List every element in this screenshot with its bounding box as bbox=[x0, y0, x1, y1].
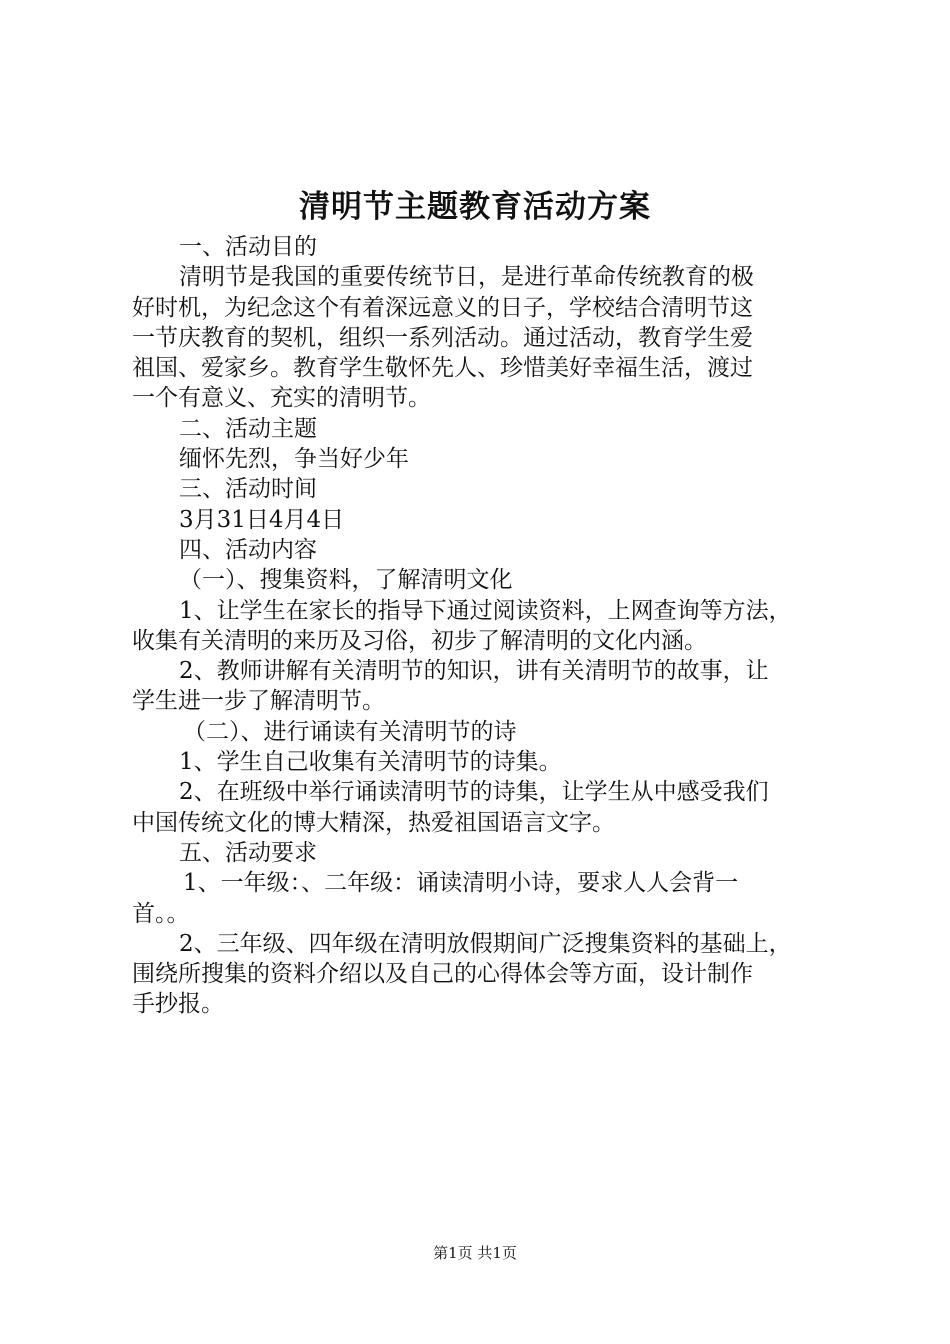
body-line: 中国传统文化的博大精深，热爱祖国语言文字。 bbox=[132, 809, 615, 836]
body-line: 1、一年级：、二年级：诵读清明小诗，要求人人会背一 bbox=[183, 870, 739, 897]
body-line: 四、活动内容 bbox=[179, 536, 317, 563]
body-line: 收集有关清明的来历及习俗，初步了解清明的文化内涵。 bbox=[132, 627, 707, 654]
body-line: 好时机，为纪念这个有着深远意义的日子，学校结合清明节这 bbox=[132, 294, 753, 321]
body-line: 1、学生自己收集有关清明节的诗集。 bbox=[179, 749, 562, 776]
body-line: 缅怀先烈，争当好少年 bbox=[179, 446, 409, 473]
body-line: 围绕所搜集的资料介绍以及自己的心得体会等方面，设计制作 bbox=[132, 961, 753, 988]
body-line: （二）、进行诵读有关清明节的诗 bbox=[183, 718, 517, 745]
body-line: 二、活动主题 bbox=[179, 415, 317, 442]
body-line: 清明节是我国的重要传统节日，是进行革命传统教育的极 bbox=[179, 264, 754, 291]
body-line: 祖国、爱家乡。教育学生敬怀先人、珍惜美好幸福生活，渡过 bbox=[132, 355, 753, 382]
body-line: 2、在班级中举行诵读清明节的诗集，让学生从中感受我们 bbox=[179, 779, 769, 806]
body-line: 2、三年级、四年级在清明放假期间广泛搜集资料的基础上， bbox=[179, 930, 792, 957]
document-title: 清明节主题教育活动方案 bbox=[299, 189, 651, 225]
body-line: 1、让学生在家长的指导下通过阅读资料，上网查询等方法， bbox=[179, 597, 792, 624]
body-line: 手抄报。 bbox=[132, 991, 224, 1018]
page-footer: 第1页 共1页 bbox=[433, 1244, 517, 1262]
body-line: 一节庆教育的契机，组织一系列活动。通过活动，教育学生爱 bbox=[132, 324, 753, 351]
body-line: 五、活动要求 bbox=[179, 839, 317, 866]
body-line: 3月31日4月4日 bbox=[179, 506, 345, 533]
body-line: 一、活动目的 bbox=[179, 234, 317, 260]
body-line: 一个有意义、充实的清明节。 bbox=[132, 385, 431, 412]
body-line: 2、教师讲解有关清明节的知识，讲有关清明节的故事，让 bbox=[179, 658, 769, 685]
body-line: 首。。 bbox=[132, 900, 190, 927]
document-body bbox=[132, 232, 832, 1020]
body-line: 学生进一步了解清明节。 bbox=[132, 688, 385, 715]
body-line: （一）、搜集资料，了解清明文化 bbox=[179, 567, 513, 594]
body-line: 三、活动时间 bbox=[179, 476, 317, 503]
